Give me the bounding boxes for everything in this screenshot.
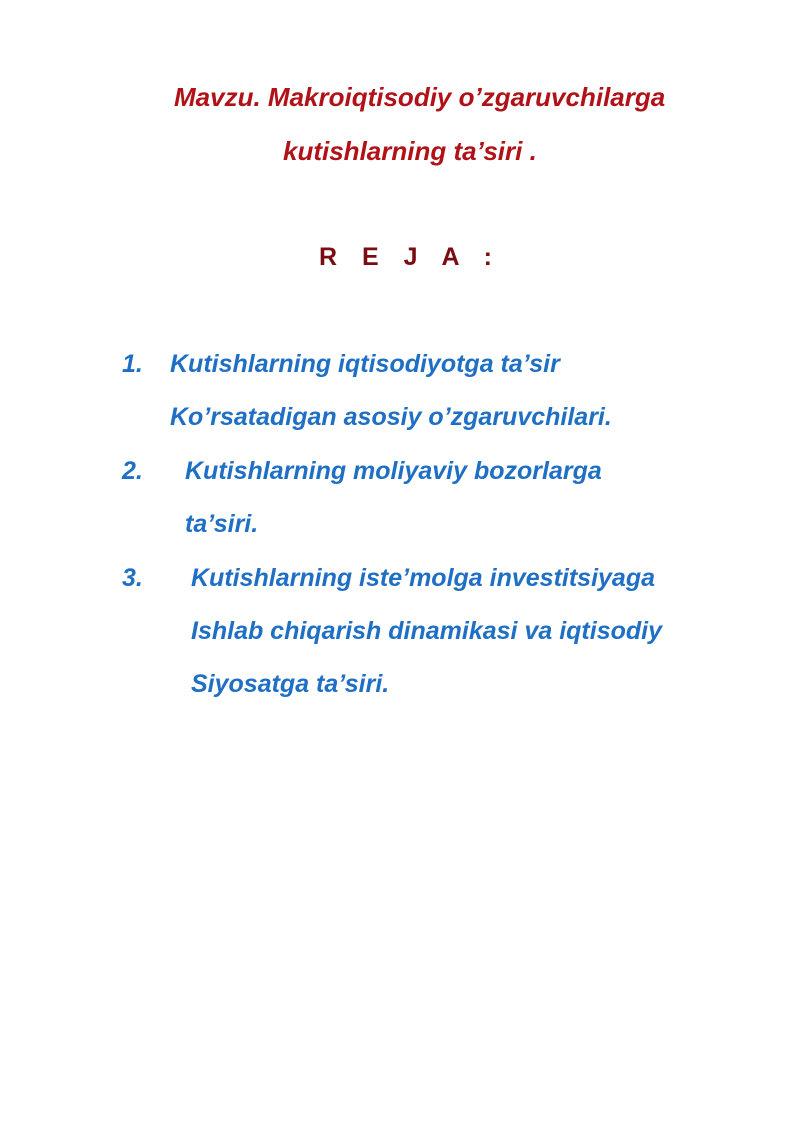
plan-item-number: 1. [122, 350, 143, 378]
plan-item-text-line: Ko’rsatadigan asosiy o’zgaruvchilari. [170, 403, 612, 431]
topic-title-line-2: kutishlarning ta’siri . [283, 136, 537, 166]
plan-item-text-line: Ishlab chiqarish dinamikasi va iqtisodiy [191, 617, 662, 645]
topic-title-line-1: Mavzu. Makroiqtisodiy o’zgaruvchilarga [174, 82, 666, 112]
plan-item-text-line: Kutishlarning iste’molga investitsiyaga [191, 564, 656, 592]
plan-item-text-line: ta’siri. [185, 510, 259, 538]
plan-item-number: 2. [122, 457, 143, 485]
plan-item-text-line: Kutishlarning iqtisodiyotga ta’sir [170, 350, 560, 378]
plan-item-text-line: Siyosatga ta’siri. [191, 670, 390, 698]
plan-item-number: 3. [122, 564, 143, 592]
plan-item-text-line: Kutishlarning moliyaviy bozorlarga [185, 457, 602, 485]
plan-heading: R E J A : [319, 243, 501, 271]
